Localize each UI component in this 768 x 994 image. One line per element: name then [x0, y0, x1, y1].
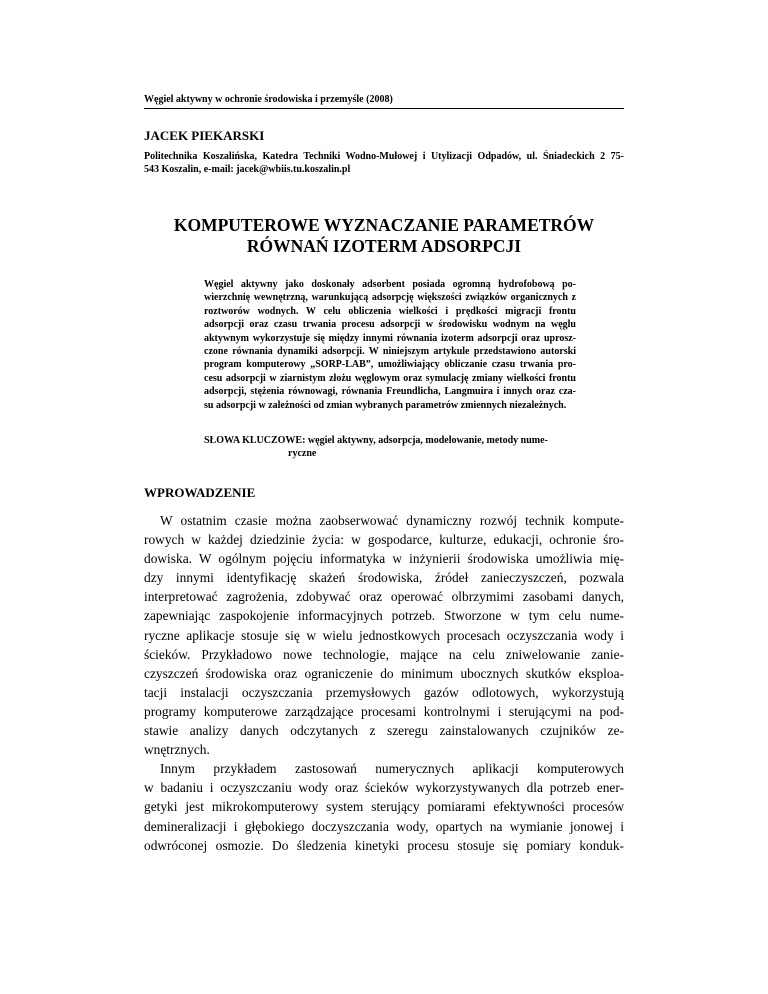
header-rule [144, 108, 624, 109]
body-text [144, 511, 624, 855]
body-line: getyki jest mikrokomputerowy system sterujący pomiarami efektywności procesów [144, 799, 624, 815]
affiliation-line: Politechnika Koszalińska, Katedra Techniki Wodno-Mułowej i Utylizacji Odpadów, ul. Śniadeckich 2 75- [144, 151, 624, 162]
abstract-line: Węgiel aktywny jako doskonały adsorbent posiada ogromną hydrofobową po- [204, 279, 576, 290]
body-line: dzy innymi identyfikację skażeń środowiska, źródeł zanieczyszczeń, pozwala [144, 570, 624, 586]
body-line: zapewniając zaspokojenie informacyjnych potrzeb. Stworzone w tym celu nume- [144, 608, 624, 624]
title-line: KOMPUTEROWE WYZNACZANIE PARAMETRÓW [173, 215, 595, 235]
body-line: Innym przykładem zastosowań numerycznych aplikacji komputerowych [160, 761, 624, 777]
section-heading: WPROWADZENIE [144, 485, 256, 500]
body-line: rowych w każdej dziedzinie życia: w gospodarce, kulturze, edukacji, ochronie śro- [144, 532, 624, 548]
body-line: stawie analizy danych odczytanych z szeregu zainstalowanych czujników ze- [144, 723, 624, 739]
body-line: dowiska. W ogólnym pojęciu informatyka w inżynierii środowiska umożliwia mię- [144, 551, 624, 567]
running-header: Węgiel aktywny w ochronie środowiska i przemyśle (2008) [144, 94, 393, 105]
abstract-line: adsorpcji, stężenia równowagi, równania Freundlicha, Langmuira i innych oraz cza- [204, 386, 576, 398]
abstract-line: roztworów wodnych. W celu obliczenia wielkości i prędkości migracji frontu [204, 305, 576, 317]
abstract-line: program komputerowy „SORP-LAB”, umożliwiający obliczanie czasu trwania pro- [204, 359, 576, 371]
keywords-line: ryczne [288, 448, 317, 460]
abstract-line: su adsorpcji w zależności od zmian wybranych parametrów zmiennych niezależnych. [204, 399, 567, 411]
body-line: wnętrznych. [144, 742, 210, 758]
author-name: JACEK PIEKARSKI [144, 128, 265, 143]
keywords-line: SŁOWA KLUCZOWE: węgiel aktywny, adsorpcja, modelowanie, metody nume- [204, 435, 548, 446]
abstract [204, 278, 576, 412]
title-line: RÓWNAŃ IZOTERM ADSORPCJI [246, 236, 522, 256]
body-line: ryczne aplikacje stosuje się w wielu jednostkowych procesach oczyszczania wody i [144, 627, 624, 643]
abstract-line: aktywnym wykorzystuje się między innymi równania izoterm adsorpcji oraz uprosz- [204, 332, 576, 344]
affiliation-line: 543 Koszalin, e-mail: jacek@wbiis.tu.koszalin.pl [144, 164, 351, 175]
body-line: czyszczeń środowiska oraz ograniczenie do minimum ubocznych skutków eksploa- [144, 665, 624, 681]
body-line: W ostatnim czasie można zaobserwować dynamiczny rozwój technik kompute- [160, 513, 624, 528]
body-line: ścieków. Przykładowo nowe technologie, mające na celu zniwelowanie zanie- [144, 646, 624, 662]
affiliation [144, 150, 624, 176]
body-line: tacji instalacji oczyszczania przemysłowych gazów odlotowych, wykorzystują [144, 684, 624, 700]
body-line: odwróconej osmozie. Do śledzenia kinetyki procesu stosuje się pomiary konduk- [144, 837, 624, 853]
paper-title [144, 215, 624, 257]
keywords [204, 434, 576, 461]
body-line: w badaniu i oczyszczaniu wody oraz ścieków wykorzystywanych dla potrzeb ener- [144, 780, 624, 796]
abstract-line: adsorpcji oraz czasu trwania procesu adsorpcji w środowisku wodnym na węglu [204, 319, 576, 331]
abstract-line: czone równania dynamiki adsorpcji. W niniejszym artykule przedstawiono autorski [204, 346, 576, 358]
body-line: interpretować zagrożenia, zdobywać oraz operować olbrzymimi zasobami danych, [144, 589, 624, 605]
body-line: programy komputerowe zarządzające procesami kontrolnymi i sterującymi na pod- [144, 703, 624, 719]
body-line: demineralizacji i głębokiego doczyszczania wody, opartych na wymianie jonowej i [144, 818, 624, 834]
abstract-line: cesu adsorpcji w ziarnistym złożu węglowym oraz symulację zmiany wielkości frontu [204, 372, 576, 384]
abstract-line: wierzchnię wewnętrzną, warunkującą adsorpcję większości związków organicznych z [204, 292, 576, 304]
